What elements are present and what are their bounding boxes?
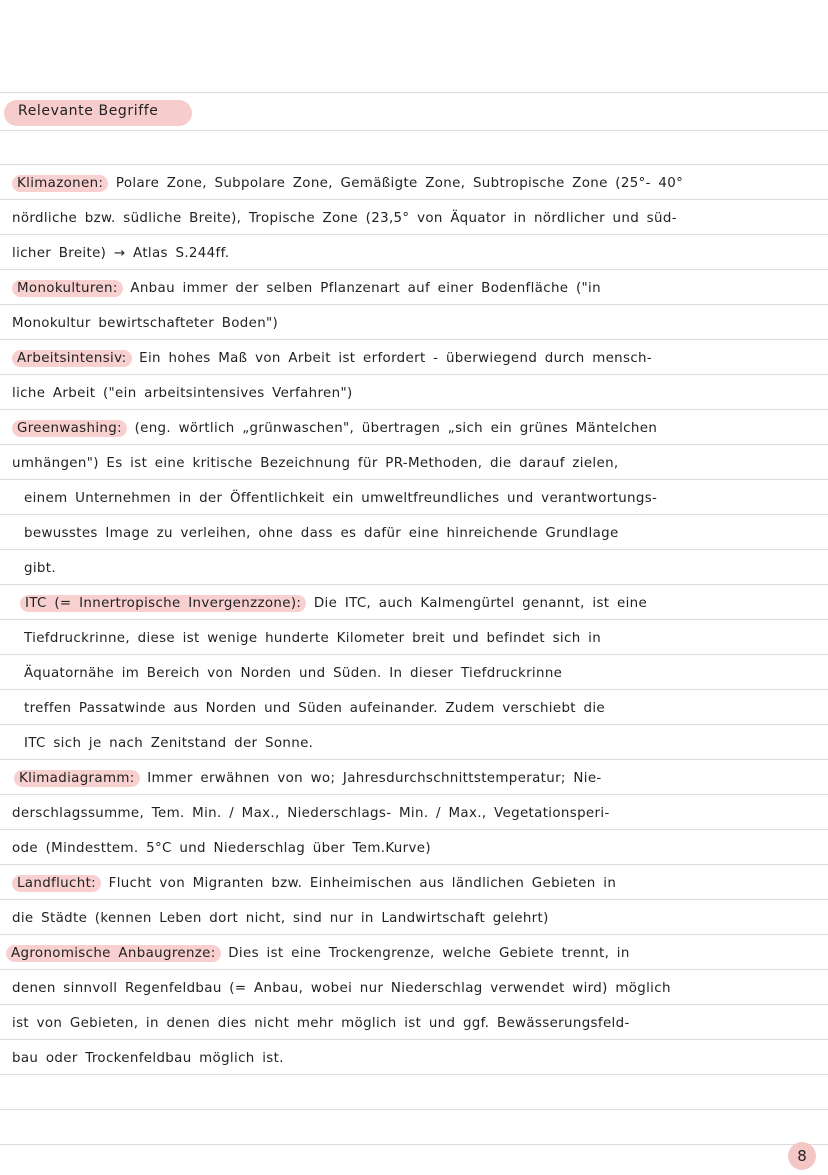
note-line: [24, 734, 816, 754]
definition-text: Polare Zone, Subpolare Zone, Gemäßigte Zone, Subtropische Zone (25°- 40°: [115, 176, 684, 191]
note-line: [12, 839, 816, 859]
definition-text: umhängen") Es ist eine kritische Bezeichnung für PR-Methoden, die darauf zielen,: [12, 456, 619, 471]
definition-text: Ein hohes Maß von Arbeit ist erfordert - überwiegend durch mensch-: [139, 351, 653, 366]
term-agronomische-anbaugrenze: Agronomische Anbaugrenze:: [6, 945, 221, 962]
note-line: [12, 979, 816, 999]
definition-text: gibt.: [24, 561, 56, 576]
definition-text: licher Breite) → Atlas S.244ff.: [12, 246, 230, 261]
definition-text: Anbau immer der selben Pflanzenart auf einer Bodenfläche ("in: [130, 281, 601, 296]
term-klimazonen: Klimazonen:: [12, 175, 108, 192]
definition-text: Die ITC, auch Kalmengürtel genannt, ist eine: [313, 596, 648, 611]
definition-text: Äquatornähe im Bereich von Norden und Süden. In dieser Tiefdruckrinne: [24, 666, 563, 681]
note-line: [12, 909, 816, 929]
note-line: [12, 419, 816, 439]
note-line: [12, 209, 816, 229]
definition-text: ode (Mindesttem. 5°C und Niederschlag über Tem.Kurve): [12, 841, 431, 856]
term-monokulturen: Monokulturen:: [12, 280, 123, 297]
note-line: [14, 769, 816, 789]
note-line: [12, 349, 816, 369]
note-line: [24, 629, 816, 649]
note-line: [24, 524, 816, 544]
note-line: [12, 1049, 816, 1069]
term-klimadiagramm: Klimadiagramm:: [14, 770, 140, 787]
definition-text: Flucht von Migranten bzw. Einheimischen aus ländlichen Gebieten in: [108, 876, 617, 891]
note-line: [12, 174, 816, 194]
note-line: [12, 804, 816, 824]
definition-text: Monokultur bewirtschafteter Boden"): [12, 316, 279, 331]
note-line: [12, 874, 816, 894]
note-line: [12, 314, 816, 334]
term-landflucht: Landflucht:: [12, 875, 101, 892]
note-line: [24, 489, 816, 509]
term-arbeitsintensiv: Arbeitsintensiv:: [12, 350, 132, 367]
page-title: Relevante Begriffe: [18, 103, 159, 119]
definition-text: einem Unternehmen in der Öffentlichkeit ein umweltfreundliches und verantwortungs-: [24, 491, 658, 506]
note-line: [12, 279, 816, 299]
term-itc: ITC (= Innertropische Invergenzzone):: [20, 595, 306, 612]
definition-text: treffen Passatwinde aus Norden und Süden aufeinander. Zudem verschiebt die: [24, 701, 606, 716]
definition-text: Immer erwähnen von wo; Jahresdurchschnittstemperatur; Nie-: [147, 771, 602, 786]
definition-text: bau oder Trockenfeldbau möglich ist.: [12, 1051, 284, 1066]
definition-text: ist von Gebieten, in denen dies nicht mehr möglich ist und ggf. Bewässerungsfeld-: [12, 1016, 630, 1031]
note-line: [12, 454, 816, 474]
note-line: [12, 1014, 816, 1034]
definition-text: nördliche bzw. südliche Breite), Tropische Zone (23,5° von Äquator in nördlicher und süd-: [12, 211, 677, 226]
term-greenwashing: Greenwashing:: [12, 420, 127, 437]
page-number: 8: [788, 1142, 816, 1170]
definition-text: liche Arbeit ("ein arbeitsintensives Verfahren"): [12, 386, 353, 401]
definition-text: Dies ist eine Trockengrenze, welche Gebiete trennt, in: [228, 946, 630, 961]
note-line: [12, 244, 816, 264]
definition-text: ITC sich je nach Zenitstand der Sonne.: [24, 736, 314, 751]
note-line: [24, 559, 816, 579]
note-line: [20, 594, 816, 614]
definition-text: Tiefdruckrinne, diese ist wenige hunderte Kilometer breit und befindet sich in: [24, 631, 602, 646]
definition-text: die Städte (kennen Leben dort nicht, sind nur in Landwirtschaft gelehrt): [12, 911, 549, 926]
definition-text: bewusstes Image zu verleihen, ohne dass es dafür eine hinreichende Grundlage: [24, 526, 619, 541]
note-line: [6, 944, 816, 964]
note-line: [24, 699, 816, 719]
note-line: [24, 664, 816, 684]
note-line: [12, 384, 816, 404]
definition-text: denen sinnvoll Regenfeldbau (= Anbau, wobei nur Niederschlag verwendet wird) möglich: [12, 981, 671, 996]
definition-text: derschlagssumme, Tem. Min. / Max., Niederschlags- Min. / Max., Vegetationsperi-: [12, 806, 610, 821]
definition-text: (eng. wörtlich „grünwaschen", übertragen „sich ein grünes Mäntelchen: [134, 421, 658, 436]
